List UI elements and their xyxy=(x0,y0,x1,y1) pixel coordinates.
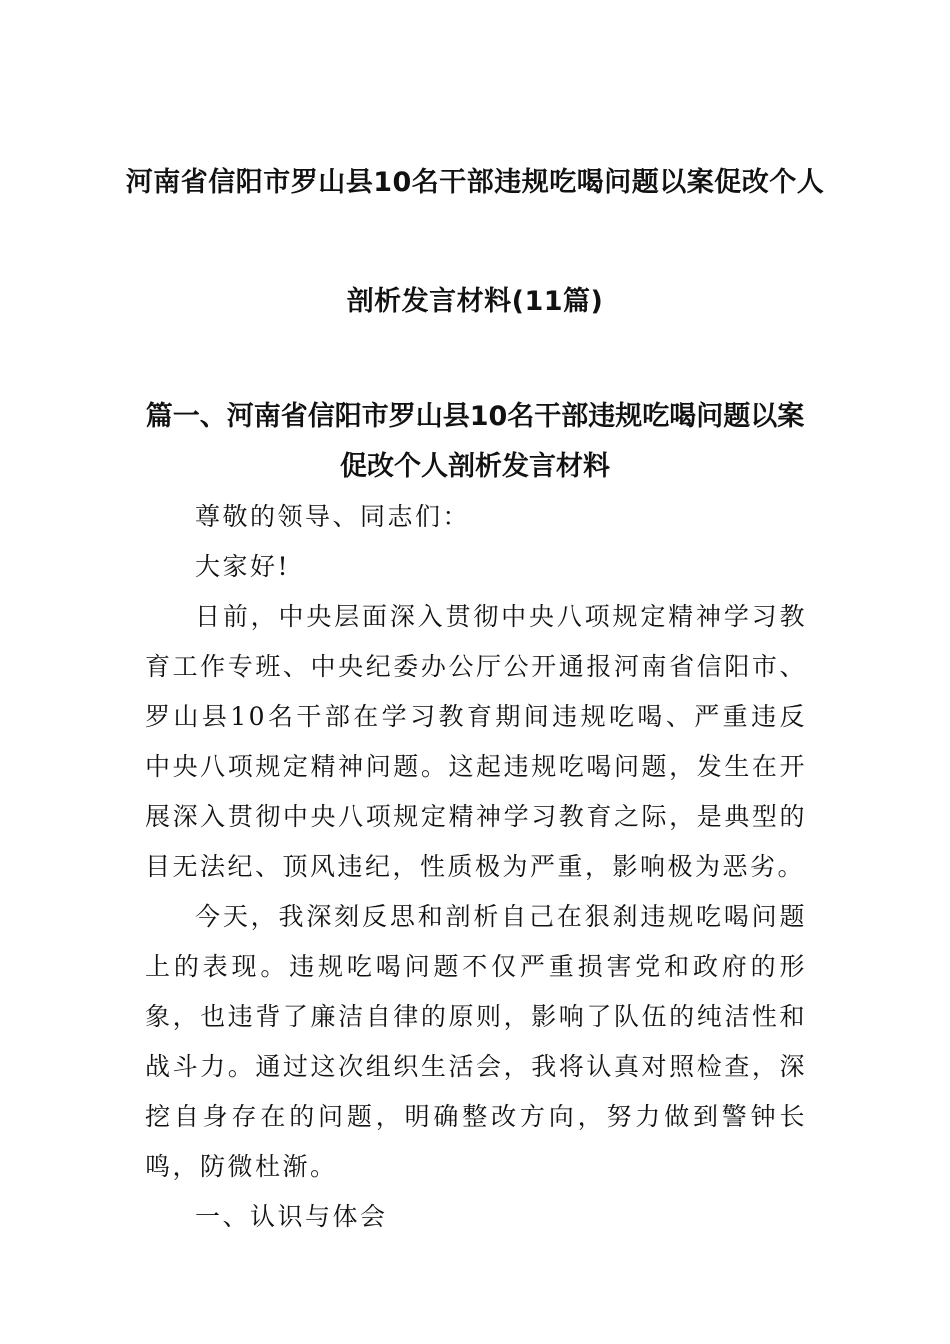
subsection-heading: 一、认识与体会 xyxy=(195,1202,388,1231)
body-paragraph: 日前，中央层面深入贯彻中央八项规定精神学习教育工作专班、中央纪委办公厅公开通报河南省信阳市、罗山县10名干部在学习教育期间违规吃喝、严重违反中央八项规定精神问题。这起违规吃喝问题，发生在开展深入贯彻中央八项规定精神学习教育之际，是典型的目无法纪、顶风违纪，性质极为严重，影响极为恶劣。 xyxy=(145,602,807,881)
document-title-line-1: 河南省信阳市罗山县10名干部违规吃喝问题以案促改个人 xyxy=(125,167,825,198)
body-paragraph: 今天，我深刻反思和剖析自己在狠刹违规吃喝问题上的表现。违规吃喝问题不仅严重损害党和政府的形象，也违背了廉洁自律的原则，影响了队伍的纯洁性和战斗力。通过这次组织生活会，我将认真对照检查，深挖自身存在的问题，明确整改方向，努力做到警钟长鸣，防微杜渐。 xyxy=(145,902,807,1181)
greeting: 大家好! xyxy=(195,552,291,581)
document-body xyxy=(145,492,807,1242)
document-title-line-2: 剖析发言材料(11篇) xyxy=(346,286,604,317)
salutation: 尊敬的领导、同志们： xyxy=(195,502,471,531)
section-heading: 篇一、河南省信阳市罗山县10名干部违规吃喝问题以案促改个人剖析发言材料 xyxy=(145,401,805,482)
